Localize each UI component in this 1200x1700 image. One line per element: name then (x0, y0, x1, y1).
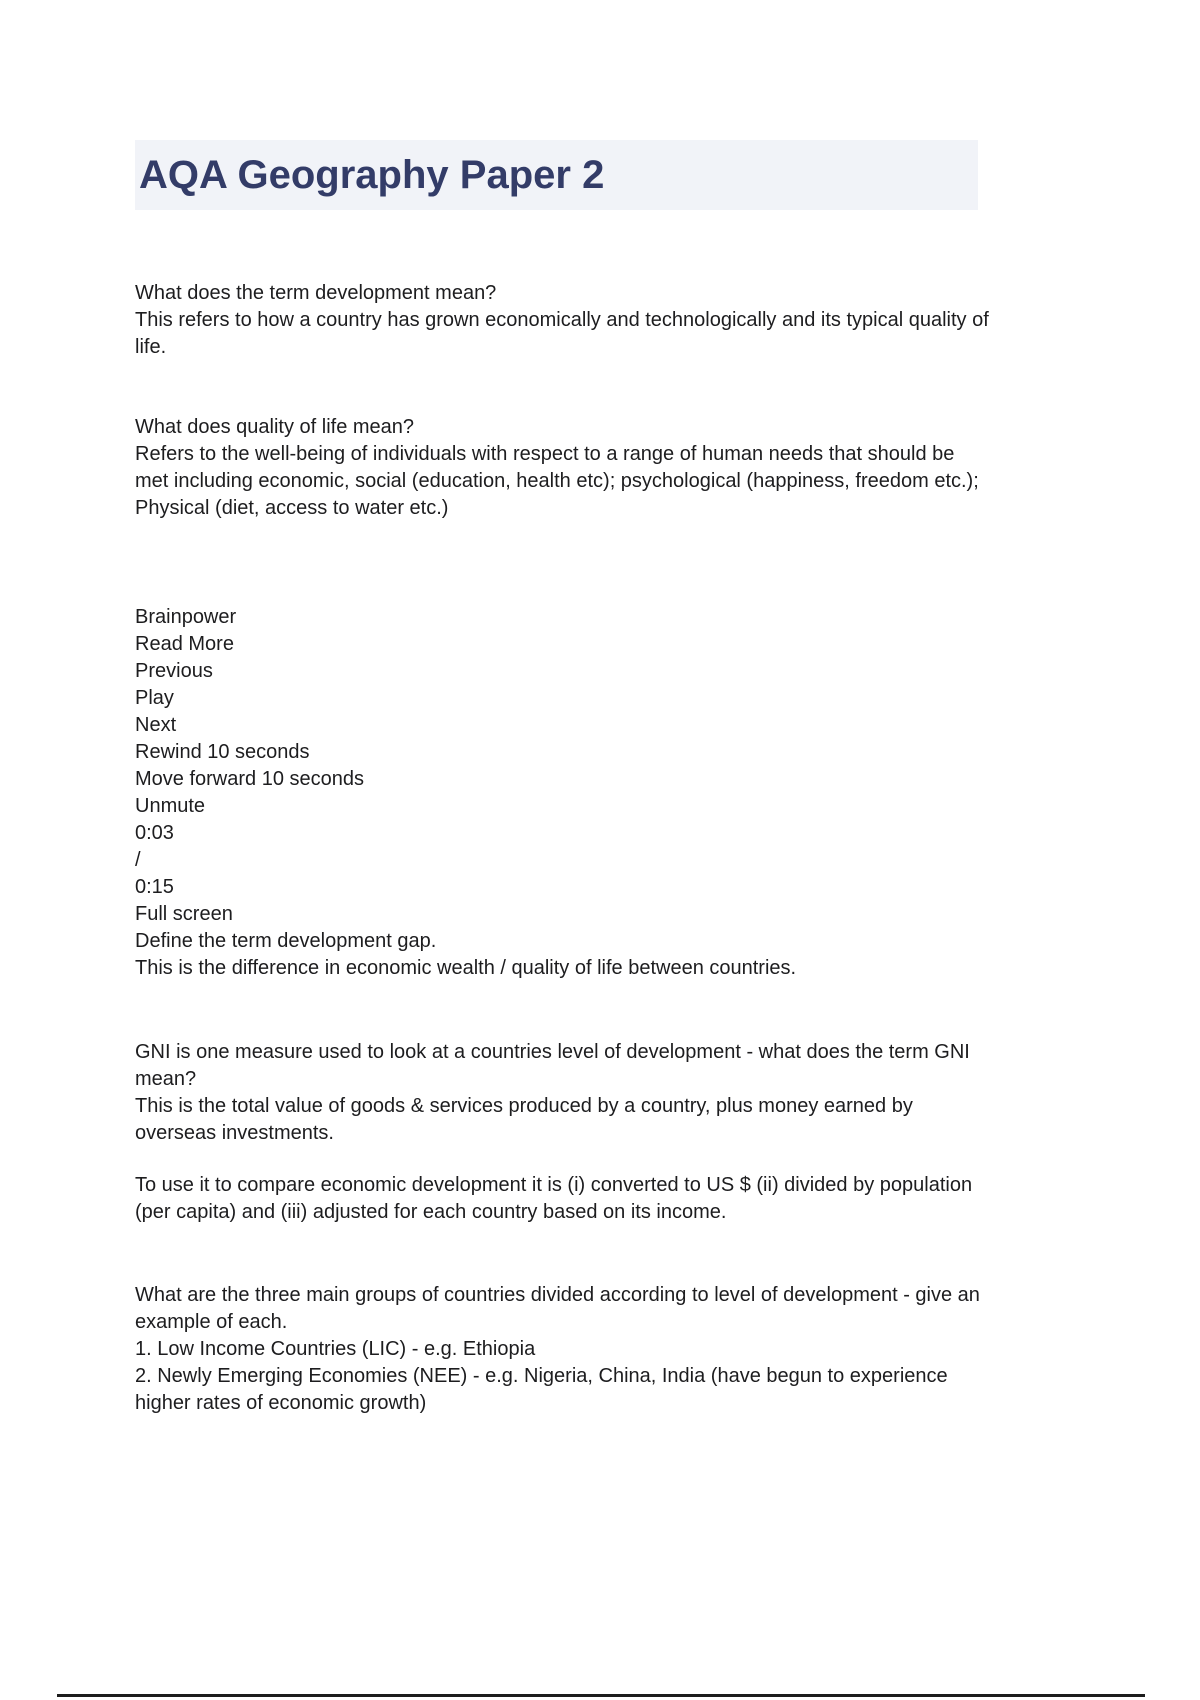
player-current-time: 0:03 (135, 822, 174, 844)
player-next-label: Next (135, 714, 177, 736)
answer-development: This refers to how a country has grown economically and technologically and its typical quality of life. (135, 309, 989, 358)
qa-block-gni (135, 1039, 990, 1147)
player-duration: 0:15 (135, 876, 174, 898)
question-development: What does the term development mean? (135, 282, 497, 304)
question-development-gap: Define the term development gap. (135, 930, 437, 952)
answer-gni: This is the total value of goods & services produced by a country, plus money earned by overseas investments. (135, 1095, 913, 1144)
player-full-screen-label: Full screen (135, 903, 233, 925)
document-page (135, 0, 990, 1417)
page-title: AQA Geography Paper 2 (139, 152, 605, 197)
embedded-player-text-block (135, 604, 990, 982)
player-time-separator: / (135, 849, 141, 871)
paragraph-gni-comparison (135, 1172, 990, 1226)
qa-block-quality-of-life (135, 414, 990, 522)
page-bottom-divider (57, 1694, 1145, 1697)
answer-development-gap: This is the difference in economic wealth / quality of life between countries. (135, 957, 797, 979)
player-track-title: Brainpower (135, 606, 237, 628)
country-group-item-lic: 1. Low Income Countries (LIC) - e.g. Ethiopia (135, 1338, 536, 1360)
player-read-more-label: Read More (135, 633, 234, 655)
player-unmute-label: Unmute (135, 795, 206, 817)
title-bar (135, 140, 978, 210)
player-previous-label: Previous (135, 660, 213, 682)
player-forward-label: Move forward 10 seconds (135, 768, 365, 790)
qa-block-country-groups (135, 1282, 990, 1417)
question-country-groups: What are the three main groups of countries divided according to level of development - give an example of each. (135, 1284, 980, 1333)
country-group-item-nee: 2. Newly Emerging Economies (NEE) - e.g. Nigeria, China, India (have begun to experience higher rates of economic growth) (135, 1365, 948, 1414)
player-rewind-label: Rewind 10 seconds (135, 741, 310, 763)
question-gni: GNI is one measure used to look at a countries level of development - what does the term GNI mean? (135, 1041, 970, 1090)
gni-comparison-text: To use it to compare economic development it is (i) converted to US $ (ii) divided by population (per capita) and (iii) adjusted for each country based on its income. (135, 1174, 973, 1223)
question-quality-of-life: What does quality of life mean? (135, 416, 415, 438)
player-play-label: Play (135, 687, 174, 709)
answer-quality-of-life: Refers to the well-being of individuals with respect to a range of human needs that should be met including economic, social (education, health etc); psychological (happiness, freedom etc.); Physical (diet, access to water etc.) (135, 443, 979, 519)
qa-block-development (135, 280, 990, 361)
